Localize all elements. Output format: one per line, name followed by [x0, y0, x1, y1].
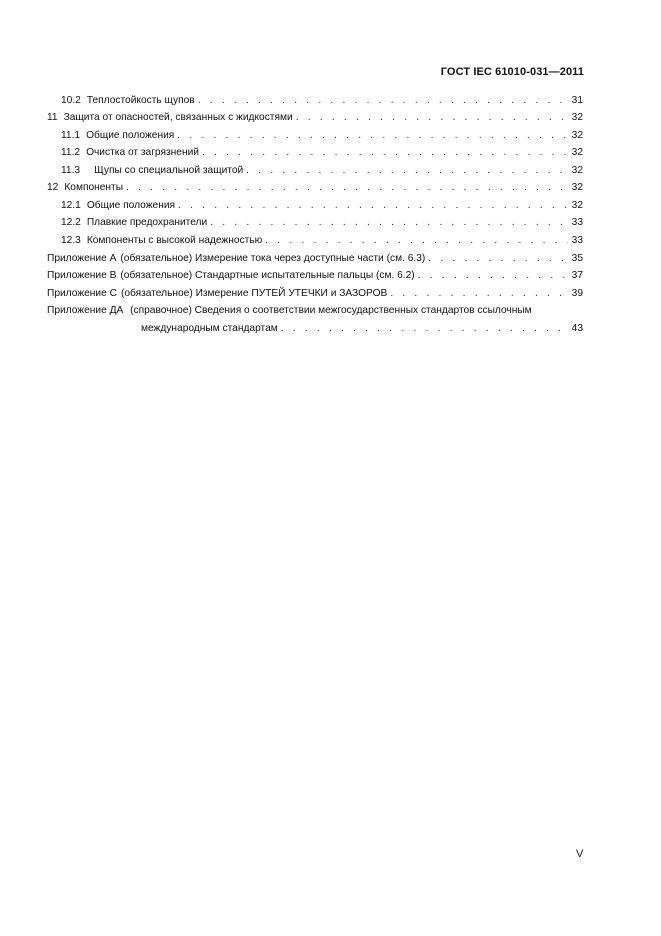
toc-entry-number: Приложение ДА	[47, 305, 124, 316]
toc-entry-title: Щупы со специальной защитой	[94, 165, 244, 176]
toc-entry-title: Компоненты с высокой надежностью	[86, 235, 263, 246]
toc-entry-page: 32	[571, 165, 583, 176]
toc-entry-page: 32	[571, 112, 583, 123]
toc-entry-number: Приложение С	[47, 288, 117, 299]
toc-entry-number: 10.2	[61, 95, 81, 106]
toc-entry-page: 33	[571, 235, 583, 246]
toc-entry	[0, 197, 661, 214]
toc-entry	[0, 214, 661, 231]
toc-entry	[0, 302, 661, 319]
toc-entry-number: 12.3	[61, 235, 81, 246]
toc-entry-number: 12	[47, 182, 59, 193]
leader-dots	[198, 92, 568, 109]
leader-dots	[210, 214, 568, 231]
toc-entry	[0, 250, 661, 267]
toc-entry	[0, 162, 661, 179]
toc-entry-title: международным стандартам	[141, 323, 278, 334]
toc-entry-page: 32	[571, 200, 583, 211]
toc-entry-title: (обязательное) Измерение тока через доступные части (см. 6.3)	[120, 253, 426, 264]
toc-entry	[0, 285, 661, 302]
leader-dots	[428, 250, 568, 267]
toc-entry	[0, 127, 661, 144]
toc-entry	[0, 179, 661, 196]
standard-code-header: ГОСТ IEC 61010-031—2011	[440, 66, 584, 78]
toc-entry	[0, 109, 661, 126]
toc-entry-title: Теплостойкость щупов	[86, 95, 195, 106]
toc-entry-title: Плавкие предохранители	[86, 217, 208, 228]
toc-entry-title: (обязательное) Измерение ПУТЕЙ УТЕЧКИ и ЗАЗОРОВ	[120, 288, 388, 299]
toc-entry-number: 12.2	[61, 217, 81, 228]
toc-entry-number: Приложение А	[47, 253, 117, 264]
toc-entry-page: 35	[571, 253, 583, 264]
toc-entry-number: 11.1	[61, 130, 81, 141]
page-number: V	[576, 848, 584, 860]
toc-entry-page: 32	[571, 147, 583, 158]
toc-entry-page: 32	[571, 130, 583, 141]
toc-entry-number: 11.2	[61, 147, 81, 158]
toc-entry-title: (справочное) Сведения о соответствии межгосударственных стандартов ссылочным	[130, 305, 532, 316]
leader-dots	[281, 320, 568, 337]
toc-entry	[0, 92, 661, 109]
toc-entry-number: Приложение В	[47, 270, 117, 281]
toc-entry-number: 11.3	[61, 165, 81, 176]
leader-dots	[246, 162, 568, 179]
toc-entry-title: Компоненты	[64, 182, 124, 193]
leader-dots	[202, 144, 568, 161]
leader-dots	[418, 267, 568, 284]
toc-entry-title: Очистка от загрязнений	[86, 147, 199, 158]
toc-entry-page: 43	[571, 323, 583, 334]
toc-entry-page: 31	[571, 95, 583, 106]
toc-entry-title: Защита от опасностей, связанных с жидкостями	[63, 112, 293, 123]
toc-entry-title: Общие положения	[86, 130, 175, 141]
toc-entry-page: 37	[571, 270, 583, 281]
toc-entry-number: 11	[47, 112, 58, 123]
toc-entry	[0, 267, 661, 284]
leader-dots	[178, 197, 568, 214]
toc-entry	[0, 232, 661, 249]
toc-entry	[0, 144, 661, 161]
leader-dots	[126, 179, 568, 196]
leader-dots	[177, 127, 568, 144]
leader-dots	[265, 232, 568, 249]
toc-entry-title: Общие положения	[86, 200, 176, 211]
toc-entry-page: 39	[571, 288, 583, 299]
toc-entry-title: (обязательное) Стандартные испытательные пальцы (см. 6.2)	[120, 270, 415, 281]
toc-entry-page: 33	[571, 217, 583, 228]
toc-entry-number: 12.1	[61, 200, 81, 211]
leader-dots	[296, 109, 568, 126]
toc-entry-page: 32	[571, 182, 583, 193]
leader-dots	[390, 285, 568, 302]
toc-entry-continuation	[0, 320, 661, 337]
